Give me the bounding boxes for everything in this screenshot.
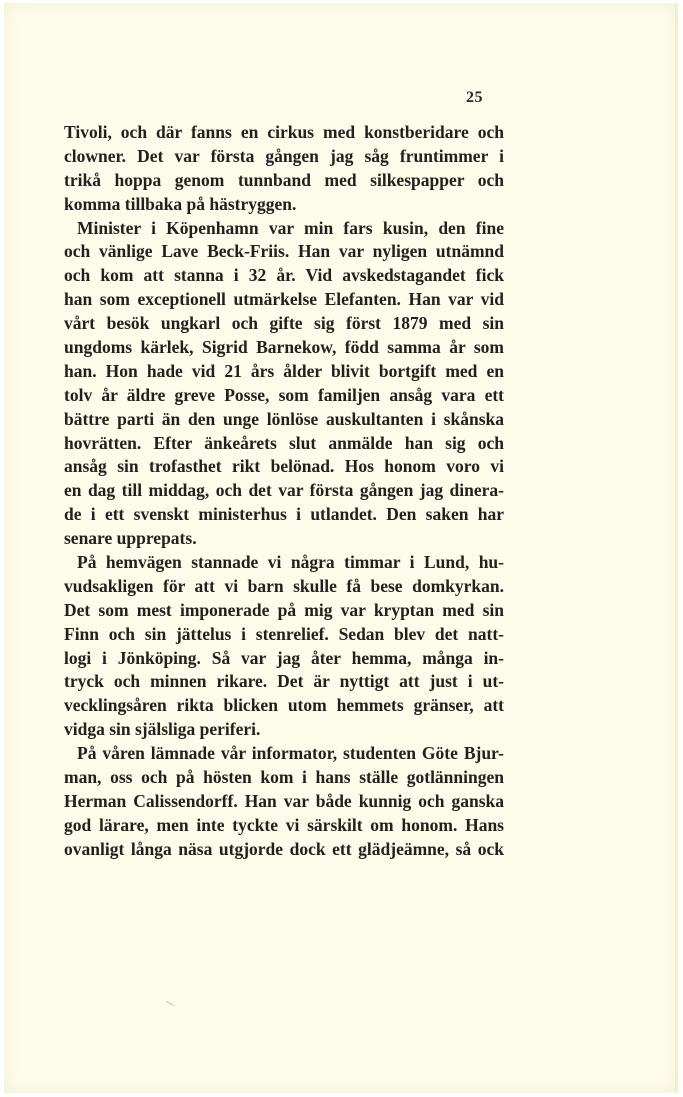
text-line: vidga sin själsliga periferi. <box>64 719 261 740</box>
text-line: en dag till middag, och det var första gången jag dinera- <box>64 480 504 501</box>
body-text <box>64 121 504 862</box>
text-line: bättre parti än den unge lönlöse auskultanten i skånska <box>64 408 504 429</box>
text-line: vårt besök ungkarl och gifte sig först 1879 med sin <box>64 313 504 334</box>
text-line: tryck och minnen rikare. Det är nyttigt att just i ut- <box>64 671 504 692</box>
text-line: logi i Jönköping. Så var jag åter hemma, många in- <box>64 647 504 668</box>
text-line: man, oss och på hösten kom i hans ställe gotlänningen <box>64 767 504 788</box>
text-line: god lärare, men inte tyckte vi särskilt om honom. Hans <box>64 814 504 835</box>
text-line: och kom att stanna i 32 år. Vid avskedstagandet fick <box>64 265 504 286</box>
text-line: och vänlige Lave Beck-Friis. Han var nyligen utnämnd <box>64 241 504 262</box>
text-line: senare upprepats. <box>64 528 197 549</box>
text-line: Finn och sin jättelus i stenrelief. Sedan blev det natt- <box>64 623 504 644</box>
page-number: 25 <box>466 89 483 106</box>
text-line: han. Hon hade vid 21 års ålder blivit bortgift med en <box>64 360 504 381</box>
text-line: På våren lämnade vår informator, studenten Göte Bjur- <box>77 743 504 764</box>
text-line: han som exceptionell utmärkelse Elefanten. Han var vid <box>64 289 504 310</box>
text-line: På hemvägen stannade vi några timmar i Lund, hu- <box>77 552 504 573</box>
text-line: ungdoms kärlek, Sigrid Barnekow, född samma år som <box>64 337 504 358</box>
text-line: Herman Calissendorff. Han var både kunnig och ganska <box>64 790 504 811</box>
text-line: vecklingsåren rikta blicken utom hemmets gränser, att <box>64 695 504 716</box>
book-page <box>4 3 678 1093</box>
text-line: Det som mest imponerade på mig var kryptan med sin <box>64 599 504 620</box>
paragraph <box>64 742 504 861</box>
paragraph <box>64 551 504 742</box>
text-line: komma tillbaka på hästryggen. <box>64 193 297 214</box>
text-line: Minister i Köpenhamn var min fars kusin, den fine <box>77 217 504 238</box>
text-line: Tivoli, och där fanns en cirkus med konstberidare och <box>64 122 504 142</box>
text-line: ovanligt långa näsa utgjorde dock ett glädjeämne, så ock <box>64 838 504 859</box>
text-line: clowner. Det var första gången jag såg fruntimmer i <box>64 145 504 166</box>
text-line: de i ett svenskt ministerhus i utlandet. Den saken har <box>64 504 504 525</box>
paragraph <box>64 217 504 551</box>
paragraph <box>64 121 504 217</box>
paper-speck <box>166 1001 173 1006</box>
text-line: tolv år äldre greve Posse, som familjen ansåg vara ett <box>64 384 504 405</box>
page-edge <box>675 3 678 1093</box>
text-line: vudsakligen för att vi barn skulle få bese domkyrkan. <box>64 575 504 596</box>
text-line: trikå hoppa genom tunnband med silkespapper och <box>64 169 504 190</box>
text-line: ansåg sin trofasthet rikt belönad. Hos honom voro vi <box>64 456 504 477</box>
text-line: hovrätten. Efter änkeårets slut anmälde han sig och <box>64 432 504 453</box>
